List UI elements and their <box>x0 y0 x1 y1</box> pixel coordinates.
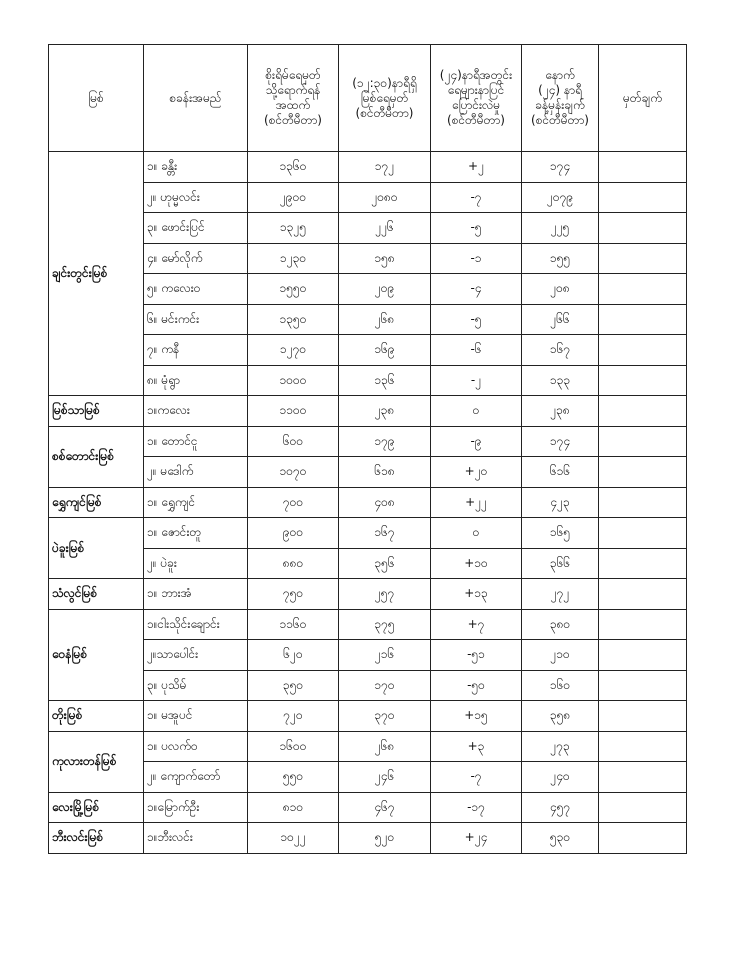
table-row <box>49 182 687 213</box>
forecast-cell: ၃၅၈ <box>522 701 599 732</box>
remark-cell <box>599 152 687 183</box>
forecast-cell: ၄၂၃ <box>522 487 599 518</box>
header-row <box>49 45 687 152</box>
remark-cell <box>599 365 687 396</box>
table-row <box>49 213 687 244</box>
current-level-cell: ၃၇၀ <box>339 701 431 732</box>
remark-cell <box>599 518 687 549</box>
forecast-cell: ၆၁၆ <box>522 457 599 488</box>
remark-cell <box>599 548 687 579</box>
remark-cell <box>599 182 687 213</box>
forecast-cell: ၂၃၈ <box>522 396 599 427</box>
remark-cell <box>599 335 687 366</box>
danger-level-cell: ၂၉၀၀ <box>248 182 339 213</box>
current-level-cell: ၁၇၂ <box>339 152 431 183</box>
change-cell: +၃ <box>431 731 522 762</box>
change-cell: ၀ <box>431 396 522 427</box>
current-level-cell: ၁၆၉ <box>339 335 431 366</box>
river-name-cell: ဘီးလင်းမြစ် <box>49 823 144 854</box>
forecast-cell: ၂၂၅ <box>522 213 599 244</box>
station-name-cell: ၇။ ကနီ <box>144 335 248 366</box>
table-row <box>49 640 687 671</box>
remark-cell <box>599 426 687 457</box>
station-name-cell: ၂။ ပဲခူး <box>144 548 248 579</box>
danger-level-cell: ၈၈၀ <box>248 548 339 579</box>
station-name-cell: ၃။ ဖောင်းပြင် <box>144 213 248 244</box>
station-name-cell: ၁။ မအူပင် <box>144 701 248 732</box>
forecast-cell: ၂၆၆ <box>522 304 599 335</box>
change-cell: +၂၄ <box>431 823 522 854</box>
current-level-cell: ၂၀၈၀ <box>339 182 431 213</box>
remark-cell <box>599 304 687 335</box>
change-cell: +၁၅ <box>431 701 522 732</box>
forecast-cell: ၄၅၇ <box>522 792 599 823</box>
change-cell: -၉ <box>431 426 522 457</box>
change-cell: -၄ <box>431 274 522 305</box>
station-name-cell: ၁။ဘီးလင်း <box>144 823 248 854</box>
river-name-cell: ပဲခူးမြစ် <box>49 518 144 579</box>
danger-level-cell: ၁၂၇၀ <box>248 335 339 366</box>
change-cell: -၅ <box>431 304 522 335</box>
change-cell: ၀ <box>431 518 522 549</box>
danger-level-cell: ၁၃၂၅ <box>248 213 339 244</box>
remark-cell <box>599 213 687 244</box>
danger-level-cell: ၁၁၆၀ <box>248 609 339 640</box>
forecast-cell: ၂၀၇၉ <box>522 182 599 213</box>
danger-level-cell: ၇၂၀ <box>248 701 339 732</box>
table-row <box>49 487 687 518</box>
station-name-cell: ၁။ ရွှေကျင် <box>144 487 248 518</box>
change-cell: +၂ <box>431 152 522 183</box>
station-name-cell: ၁။ငါးသိုင်းချောင်း <box>144 609 248 640</box>
table-row <box>49 396 687 427</box>
table-body <box>49 152 687 854</box>
danger-level-cell: ၁၂၃၀ <box>248 243 339 274</box>
current-level-cell: ၄၀၈ <box>339 487 431 518</box>
danger-level-cell: ၁၅၅၀ <box>248 274 339 305</box>
river-water-level-table <box>48 44 687 854</box>
table-row <box>49 457 687 488</box>
change-cell: -၅၁ <box>431 640 522 671</box>
river-name-cell: စစ်တောင်းမြစ် <box>49 426 144 487</box>
table-row <box>49 365 687 396</box>
remark-cell <box>599 274 687 305</box>
danger-level-cell: ၁၃၅၀ <box>248 304 339 335</box>
station-name-cell: ၂။ မဒေါက် <box>144 457 248 488</box>
forecast-cell: ၂၁၀ <box>522 640 599 671</box>
forecast-cell: ၁၃၃ <box>522 365 599 396</box>
station-name-cell: ၂။ ကျောက်တော် <box>144 762 248 793</box>
forecast-cell: ၁၆၅ <box>522 518 599 549</box>
current-level-cell: ၁၃၆ <box>339 365 431 396</box>
remark-cell <box>599 640 687 671</box>
river-name-cell: တိုးမြစ် <box>49 701 144 732</box>
table-row <box>49 823 687 854</box>
forecast-cell: ၃၆၆ <box>522 548 599 579</box>
remark-cell <box>599 762 687 793</box>
danger-level-cell: ၁၆၀၀ <box>248 731 339 762</box>
current-level-cell: ၂၂၆ <box>339 213 431 244</box>
table-row <box>49 152 687 183</box>
danger-level-cell: ၅၅၀ <box>248 762 339 793</box>
danger-level-cell: ၁၃၆၀ <box>248 152 339 183</box>
current-level-cell: ၄၆၇ <box>339 792 431 823</box>
current-level-cell: ၂၃၈ <box>339 396 431 427</box>
station-name-cell: ၁။ ပလက်ဝ <box>144 731 248 762</box>
change-cell: -၅ <box>431 213 522 244</box>
change-cell: -၁၇ <box>431 792 522 823</box>
table-row <box>49 548 687 579</box>
remark-cell <box>599 823 687 854</box>
station-name-cell: ၁။ ခန္တီး <box>144 152 248 183</box>
danger-level-cell: ၃၅၀ <box>248 670 339 701</box>
danger-level-cell: ၈၁၀ <box>248 792 339 823</box>
danger-level-cell: ၁၀၀၀ <box>248 365 339 396</box>
river-name-cell: ဝေနံမြစ် <box>49 609 144 701</box>
remark-cell <box>599 609 687 640</box>
change-cell: +၁၃ <box>431 579 522 610</box>
change-cell: +၂၂ <box>431 487 522 518</box>
current-level-cell: ၁၅၈ <box>339 243 431 274</box>
header-danger-level: စိုးရိမ်ရေမှတ် သို့ရောက်ရန် အထက် (စင်တီမီတာ) <box>248 45 339 152</box>
remark-cell <box>599 792 687 823</box>
forecast-cell: ၁၅၅ <box>522 243 599 274</box>
forecast-cell: ၃၈၀ <box>522 609 599 640</box>
remark-cell <box>599 579 687 610</box>
table-row <box>49 304 687 335</box>
station-name-cell: ၂။သာပေါင်း <box>144 640 248 671</box>
header-current-level: (၁၂:၃၀)နာရီရှိ မြစ်ရေမှတ် (စင်တီမီတာ) <box>339 45 431 152</box>
current-level-cell: ၂၆၈ <box>339 304 431 335</box>
forecast-cell: ၁၇၄ <box>522 426 599 457</box>
current-level-cell: ၂၁၆ <box>339 640 431 671</box>
danger-level-cell: ၁၀၇၀ <box>248 457 339 488</box>
table-row <box>49 731 687 762</box>
table-row <box>49 426 687 457</box>
table-row <box>49 243 687 274</box>
remark-cell <box>599 457 687 488</box>
station-name-cell: ၁။မြောက်ဦး <box>144 792 248 823</box>
change-cell: +၂၀ <box>431 457 522 488</box>
station-name-cell: ၁။ ဇောင်းတူ <box>144 518 248 549</box>
station-name-cell: ၁။ ဘားအံ <box>144 579 248 610</box>
table-row <box>49 518 687 549</box>
station-name-cell: ၃။ ပုသိမ် <box>144 670 248 701</box>
table-row <box>49 274 687 305</box>
header-station: စခန်းအမည် <box>144 45 248 152</box>
header-remark: မှတ်ချက် <box>599 45 687 152</box>
danger-level-cell: ၆၂၀ <box>248 640 339 671</box>
station-name-cell: ၂။ ဟုမ္မလင်း <box>144 182 248 213</box>
change-cell: -၇ <box>431 762 522 793</box>
danger-level-cell: ၁၁၀၀ <box>248 396 339 427</box>
remark-cell <box>599 670 687 701</box>
current-level-cell: ၆၁၈ <box>339 457 431 488</box>
current-level-cell: ၃၇၅ <box>339 609 431 640</box>
remark-cell <box>599 701 687 732</box>
current-level-cell: ၁၆၇ <box>339 518 431 549</box>
remark-cell <box>599 396 687 427</box>
change-cell: -၇ <box>431 182 522 213</box>
forecast-cell: ၁၆၇ <box>522 335 599 366</box>
change-cell: -၂ <box>431 365 522 396</box>
current-level-cell: ၂၆၈ <box>339 731 431 762</box>
current-level-cell: ၁၇၀ <box>339 670 431 701</box>
forecast-cell: ၁၇၄ <box>522 152 599 183</box>
current-level-cell: ၂၄၆ <box>339 762 431 793</box>
remark-cell <box>599 487 687 518</box>
table-row <box>49 579 687 610</box>
station-name-cell: ၁။ကလေး <box>144 396 248 427</box>
river-name-cell: ကုလားတန်မြစ် <box>49 731 144 792</box>
forecast-cell: ၂၇၂ <box>522 579 599 610</box>
forecast-cell: ၂၇၃ <box>522 731 599 762</box>
forecast-cell: ၁၆၀ <box>522 670 599 701</box>
river-name-cell: ရွှေကျင်မြစ် <box>49 487 144 518</box>
river-name-cell: သံလွင်မြစ် <box>49 579 144 610</box>
current-level-cell: ၂၅၇ <box>339 579 431 610</box>
forecast-cell: ၅၃၀ <box>522 823 599 854</box>
station-name-cell: ၄။ မော်လိုက် <box>144 243 248 274</box>
table-row <box>49 792 687 823</box>
change-cell: -၁ <box>431 243 522 274</box>
change-cell: +၁၀ <box>431 548 522 579</box>
change-cell: +၇ <box>431 609 522 640</box>
header-forecast: နောက် (၂၄) နာရီ ခန့်မှန်းချက် (စင်တီမီတာ) <box>522 45 599 152</box>
table-row <box>49 335 687 366</box>
current-level-cell: ၅၂၀ <box>339 823 431 854</box>
river-name-cell: လေးမြို့မြစ် <box>49 792 144 823</box>
remark-cell <box>599 243 687 274</box>
danger-level-cell: ၆၀၀ <box>248 426 339 457</box>
change-cell: -၅၀ <box>431 670 522 701</box>
forecast-cell: ၂၀၈ <box>522 274 599 305</box>
table-row <box>49 670 687 701</box>
header-24h-change: (၂၄)နာရီအတွင်း ရေများနာပြင် ပြောင်းလဲမှု (စင်တီမီတာ) <box>431 45 522 152</box>
remark-cell <box>599 731 687 762</box>
river-name-cell: ချင်းတွင်းမြစ် <box>49 152 144 396</box>
header-river: မြစ် <box>49 45 144 152</box>
danger-level-cell: ၇၀၀ <box>248 487 339 518</box>
forecast-cell: ၂၄၀ <box>522 762 599 793</box>
current-level-cell: ၂၀၉ <box>339 274 431 305</box>
table-row <box>49 609 687 640</box>
danger-level-cell: ၉၀၀ <box>248 518 339 549</box>
station-name-cell: ၈။ မုံရွာ <box>144 365 248 396</box>
danger-level-cell: ၁၀၂၂ <box>248 823 339 854</box>
danger-level-cell: ၇၅၀ <box>248 579 339 610</box>
current-level-cell: ၃၅၆ <box>339 548 431 579</box>
change-cell: -၆ <box>431 335 522 366</box>
table-row <box>49 762 687 793</box>
table-row <box>49 701 687 732</box>
river-name-cell: မြစ်သာမြစ် <box>49 396 144 427</box>
station-name-cell: ၅။ ကလေးဝ <box>144 274 248 305</box>
station-name-cell: ၆။ မင်းကင်း <box>144 304 248 335</box>
station-name-cell: ၁။ တောင်ငူ <box>144 426 248 457</box>
current-level-cell: ၁၇၉ <box>339 426 431 457</box>
